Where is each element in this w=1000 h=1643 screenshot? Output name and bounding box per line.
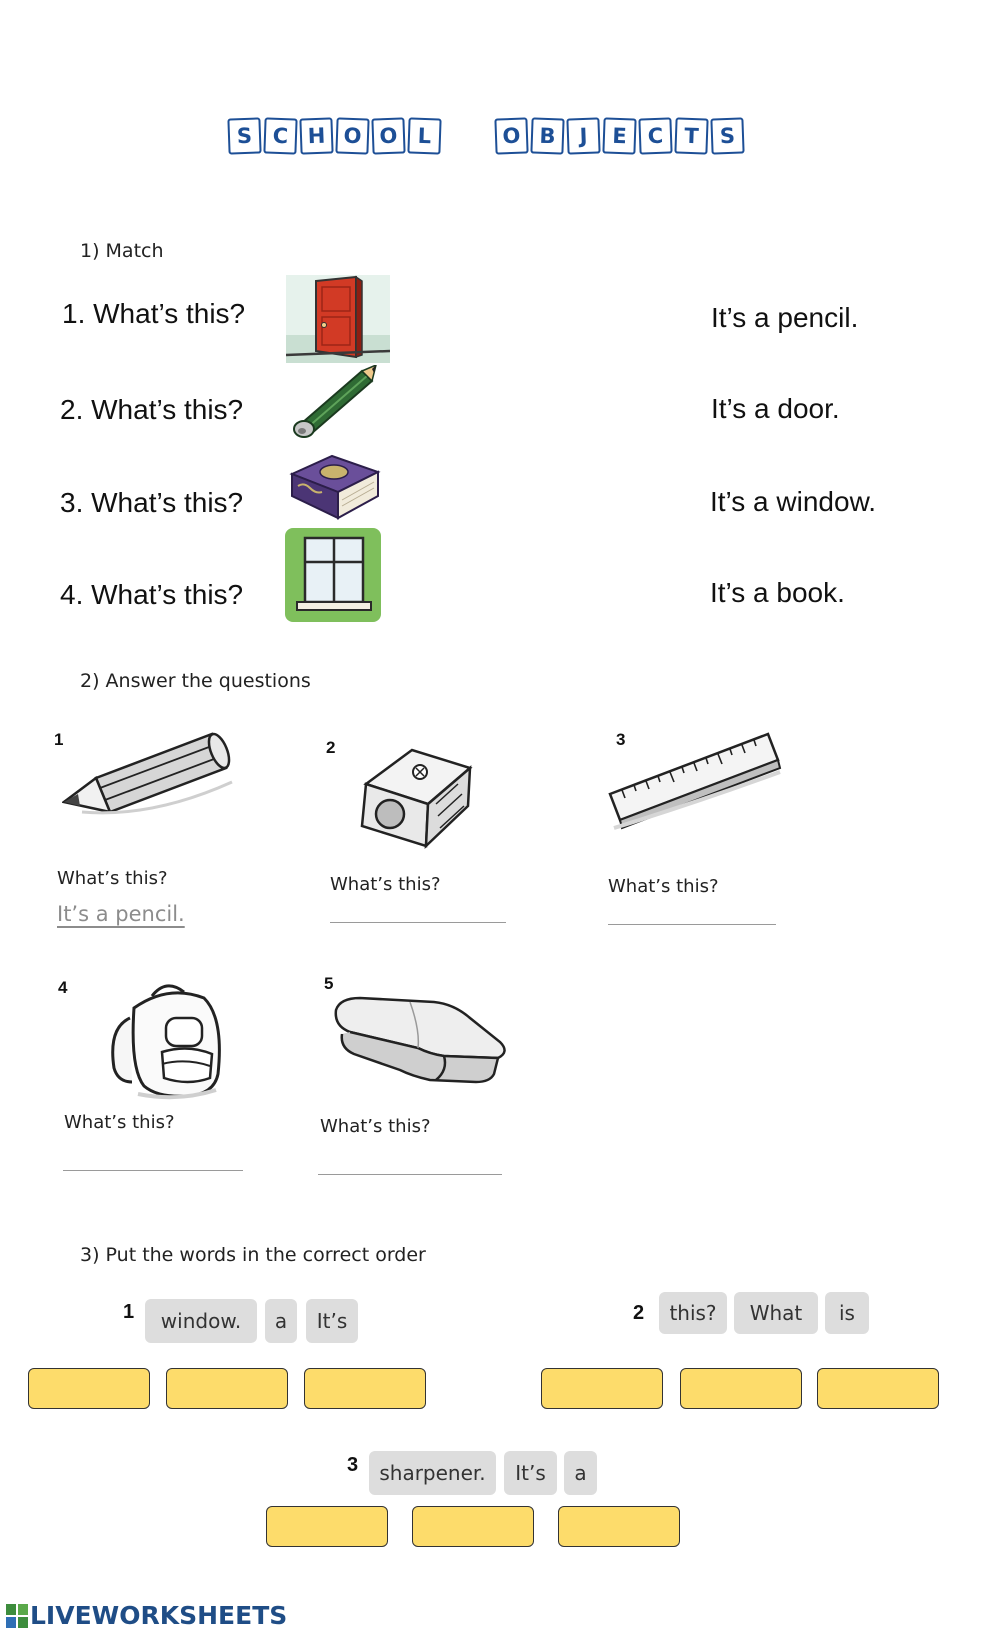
title-letter: O	[371, 117, 405, 154]
window-picture[interactable]	[285, 528, 381, 622]
group-number: 1	[123, 1301, 135, 1323]
word-chip[interactable]: It’s	[306, 1299, 358, 1343]
title-word-objects	[495, 118, 744, 158]
sharpener-drawing	[360, 742, 475, 852]
answer-slot[interactable]	[28, 1368, 150, 1409]
match-answer-4[interactable]: It’s a book.	[710, 577, 845, 608]
group-number: 2	[633, 1302, 645, 1324]
word-chip[interactable]: this?	[659, 1292, 727, 1334]
title-letter: H	[299, 117, 333, 154]
section2-heading: 2) Answer the questions	[80, 670, 311, 692]
title-letter: S	[710, 117, 744, 154]
title-letter: C	[263, 117, 297, 154]
item-number: 4	[58, 978, 68, 997]
answer-slot[interactable]	[166, 1368, 288, 1409]
item-question: What’s this?	[57, 868, 168, 889]
title-letter: T	[674, 117, 708, 154]
word-chip[interactable]: What	[734, 1292, 818, 1334]
answer-slot[interactable]	[541, 1368, 663, 1409]
title-letter: L	[407, 117, 441, 154]
backpack-drawing	[108, 978, 226, 1102]
title-letter: B	[530, 117, 564, 154]
pencil-drawing	[62, 722, 237, 817]
match-answer-3[interactable]: It’s a window.	[710, 486, 877, 517]
item-question: What’s this?	[330, 874, 441, 895]
title-letter: J	[566, 117, 600, 154]
ruler-drawing	[608, 728, 783, 843]
answer-line[interactable]	[318, 1174, 502, 1175]
grid-logo-icon	[6, 1604, 28, 1628]
answer-slot[interactable]	[558, 1506, 680, 1547]
word-chip[interactable]: window.	[145, 1299, 257, 1343]
pencil-picture[interactable]	[290, 365, 380, 439]
title-letter: E	[602, 117, 636, 154]
group-number: 3	[347, 1454, 359, 1476]
title-word-school	[228, 118, 441, 158]
answer-slot[interactable]	[817, 1368, 939, 1409]
answer-line[interactable]	[63, 1170, 243, 1171]
match-question-4: 4. What’s this?	[60, 579, 244, 610]
brand-name: LIVEWORKSHEETS	[30, 1601, 288, 1630]
word-chip[interactable]: a	[265, 1299, 297, 1343]
item-question: What’s this?	[320, 1116, 431, 1137]
item-number: 2	[326, 738, 336, 757]
eraser-drawing	[330, 990, 515, 1090]
match-answer-2[interactable]: It’s a door.	[711, 393, 840, 424]
answer-slot[interactable]	[266, 1506, 388, 1547]
title-letter: S	[227, 117, 261, 154]
match-answer-1[interactable]: It’s a pencil.	[711, 302, 859, 333]
word-chip[interactable]: is	[825, 1292, 869, 1334]
brand-logo[interactable]	[6, 1601, 287, 1630]
item-question: What’s this?	[64, 1112, 175, 1133]
match-question-2: 2. What’s this?	[60, 394, 244, 425]
item-number: 5	[324, 974, 334, 993]
item-answer-sample[interactable]: It’s a pencil.	[57, 902, 185, 926]
answer-line[interactable]	[608, 924, 776, 925]
item-question: What’s this?	[608, 876, 719, 897]
section3-heading: 3) Put the words in the correct order	[80, 1244, 426, 1266]
word-chip[interactable]: sharpener.	[369, 1451, 496, 1495]
word-chip[interactable]: a	[564, 1451, 597, 1495]
match-question-1: 1. What’s this?	[62, 298, 246, 329]
item-number: 3	[616, 730, 626, 749]
word-chip[interactable]: It’s	[504, 1451, 557, 1495]
title-letter: O	[335, 117, 369, 154]
answer-slot[interactable]	[412, 1506, 534, 1547]
section1-heading: 1) Match	[80, 240, 164, 262]
match-question-3: 3. What’s this?	[60, 487, 244, 518]
answer-line[interactable]	[330, 922, 506, 923]
answer-slot[interactable]	[304, 1368, 426, 1409]
title-letter: O	[494, 117, 528, 154]
book-picture[interactable]	[286, 452, 382, 522]
answer-slot[interactable]	[680, 1368, 802, 1409]
item-number: 1	[54, 730, 64, 749]
door-picture[interactable]	[286, 275, 390, 363]
title-letter: C	[638, 117, 672, 154]
